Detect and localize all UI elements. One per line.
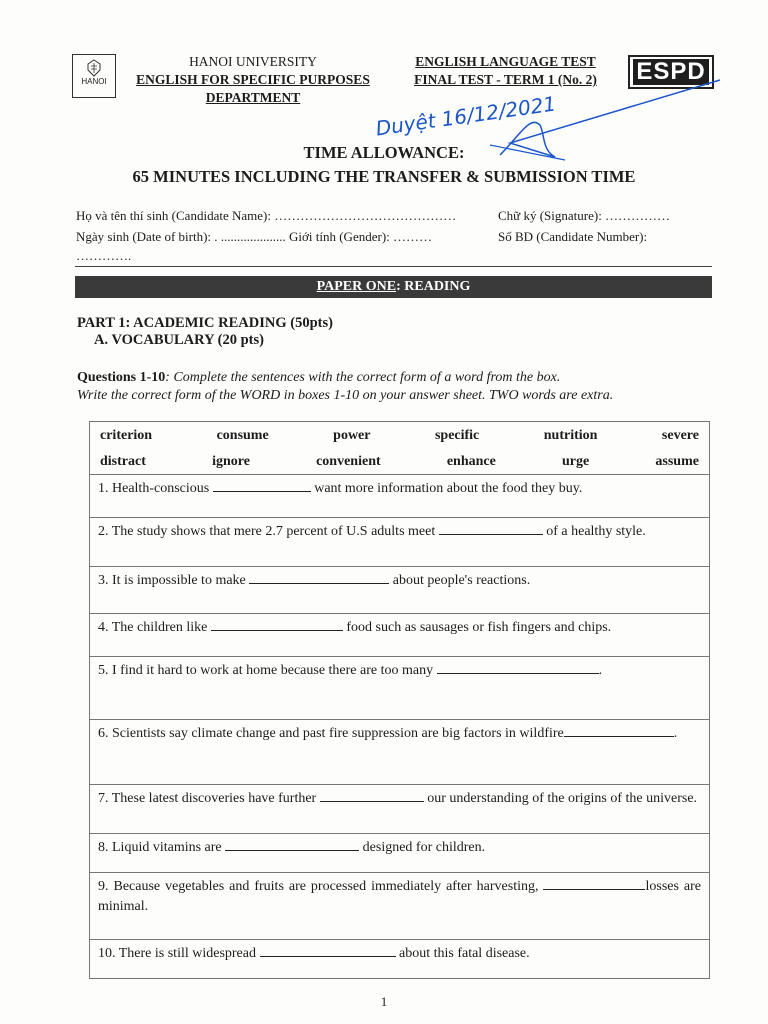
- question-text-after: losses are minimal.: [98, 879, 701, 914]
- answer-blank[interactable]: [437, 661, 599, 674]
- time-allowance-detail: 65 MINUTES INCLUDING THE TRANSFER & SUBMISSION TIME: [132, 167, 636, 186]
- question-text: 4. The children like: [98, 620, 211, 635]
- section-title: A. VOCABULARY (20 pts): [94, 332, 264, 348]
- question-row: [90, 834, 710, 873]
- word-option: consume: [216, 428, 269, 443]
- question-text-after: .: [673, 726, 678, 741]
- answer-blank[interactable]: [260, 944, 396, 957]
- answer-blank[interactable]: [225, 838, 359, 851]
- word-row-1: [98, 422, 701, 444]
- divider: [75, 266, 712, 267]
- word-option: power: [333, 428, 371, 443]
- test-name: ENGLISH LANGUAGE TEST: [415, 54, 596, 69]
- department-line2: DEPARTMENT: [205, 90, 301, 105]
- logo-text: HANOI: [81, 77, 107, 86]
- question-row: [90, 940, 710, 979]
- question-text: 10. There is still widespread: [98, 946, 260, 961]
- question-row: [90, 567, 710, 614]
- word-option: enhance: [446, 454, 496, 469]
- answer-blank[interactable]: [211, 618, 343, 631]
- answer-blank[interactable]: [213, 479, 311, 492]
- question-text-after: our understanding of the origins of the universe.: [423, 791, 698, 806]
- question-row: [90, 873, 710, 940]
- department-line1: ENGLISH FOR SPECIFIC PURPOSES: [136, 72, 370, 87]
- dob-gender-label: Ngày sinh (Date of birth): . .................... Giới tính (Gender): ………: [76, 229, 433, 244]
- paper-one-banner: [75, 276, 712, 298]
- word-option: specific: [434, 428, 480, 443]
- word-option: criterion: [100, 428, 153, 443]
- signature-label: Chữ ký (Signature): ……………: [498, 208, 671, 223]
- question-row: [90, 614, 710, 657]
- question-row: [90, 720, 710, 785]
- question-text-after: designed for children.: [359, 840, 486, 855]
- question-row: [90, 518, 710, 567]
- word-option: severe: [661, 428, 699, 443]
- word-option: assume: [655, 454, 699, 469]
- candidate-number-label: Số BD (Candidate Number):: [498, 229, 648, 244]
- university-name: HANOI UNIVERSITY: [189, 54, 317, 69]
- time-allowance-title: TIME ALLOWANCE:: [303, 143, 465, 162]
- paper-one-subject: : READING: [396, 279, 471, 294]
- question-text: 9. Because vegetables and fruits are processed immediately after harvesting,: [98, 879, 544, 894]
- question-text: 7. These latest discoveries have further: [98, 791, 320, 806]
- instructions-line2: Write the correct form of the WORD in boxes 1-10 on your answer sheet. TWO words are extra.: [77, 388, 614, 403]
- question-text: 6. Scientists say climate change and past fire suppression are big factors in wildfire: [98, 726, 564, 741]
- question-text: 8. Liquid vitamins are: [98, 840, 226, 855]
- question-row: [90, 785, 710, 834]
- university-block: [118, 53, 388, 107]
- answer-blank[interactable]: [249, 571, 389, 584]
- vocabulary-table: [89, 421, 710, 979]
- answer-blank[interactable]: [543, 877, 645, 890]
- word-option: convenient: [316, 454, 381, 469]
- word-option: distract: [100, 454, 146, 469]
- part-title: PART 1: ACADEMIC READING (50pts): [77, 315, 333, 331]
- question-row: [90, 475, 710, 518]
- questions-range: Questions 1-10: [77, 370, 166, 385]
- question-row: [90, 657, 710, 720]
- hanoi-university-logo: [72, 54, 116, 98]
- question-text-after: .: [598, 663, 603, 678]
- answer-blank[interactable]: [439, 522, 543, 535]
- question-text-after: food such as sausages or fish fingers and chips.: [342, 620, 612, 635]
- word-option: ignore: [212, 454, 250, 469]
- page-number: 1: [380, 994, 388, 1009]
- emblem-icon: [86, 59, 102, 77]
- word-row-2: [98, 444, 701, 470]
- test-term: FINAL TEST - TERM 1 (No. 2): [414, 72, 597, 87]
- question-text: 2. The study shows that mere 2.7 percent of U.S adults meet: [98, 524, 439, 539]
- instructions-text: : Complete the sentences with the correct form of a word from the box.: [165, 370, 561, 385]
- question-text: 1. Health-conscious: [98, 481, 213, 496]
- question-text: 3. It is impossible to make: [98, 573, 250, 588]
- question-text-after: of a healthy style.: [542, 524, 646, 539]
- candidate-name-label: Họ và tên thí sinh (Candidate Name): ……………………………………: [76, 208, 457, 223]
- approval-signature: Duyệt 16/12/2021: [374, 91, 558, 141]
- paper-one-label: PAPER ONE: [316, 279, 397, 294]
- word-option: urge: [562, 454, 590, 469]
- word-box: [90, 422, 710, 475]
- question-text-after: about people's reactions.: [389, 573, 531, 588]
- question-text-after: about this fatal disease.: [395, 946, 530, 961]
- question-text-after: want more information about the food they buy.: [310, 481, 583, 496]
- candidate-number-dots: ………….: [76, 248, 132, 263]
- answer-blank[interactable]: [564, 724, 674, 737]
- answer-blank[interactable]: [320, 789, 424, 802]
- espd-logo-text: ESPD: [633, 59, 709, 85]
- instructions-line1: [77, 370, 560, 386]
- word-option: nutrition: [543, 428, 598, 443]
- question-text: 5. I find it hard to work at home because there are too many: [98, 663, 437, 678]
